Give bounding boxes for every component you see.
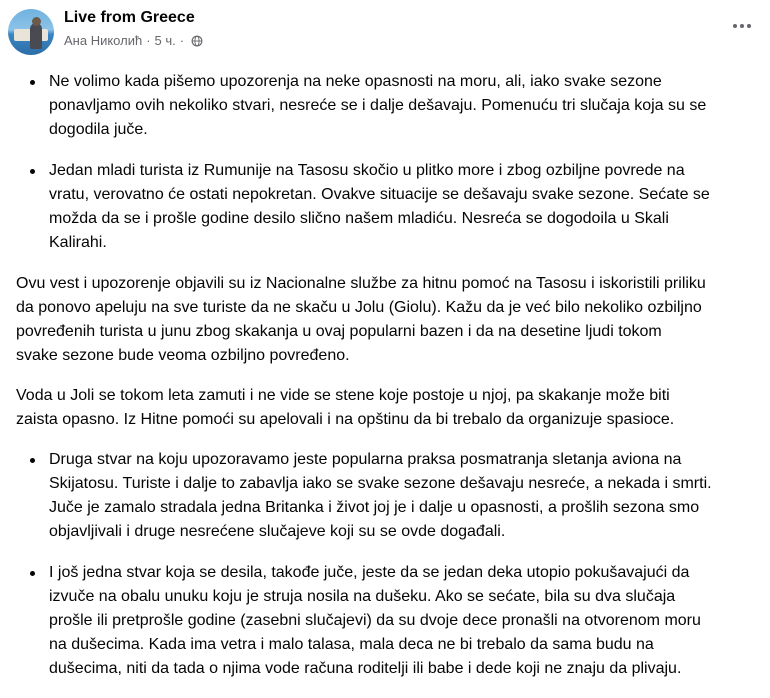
text-line: objavljivali i druge nesrećene slučajeve koji su se ovde događali. — [49, 523, 506, 540]
bullet-list-1 — [16, 70, 758, 255]
list-item — [49, 561, 758, 681]
meta-separator: · — [146, 33, 151, 48]
text-line: Voda u Joli se tokom leta zamuti i ne vide se stene koje postoje u njoj, pa skakanje može biti — [16, 387, 670, 404]
post-meta — [64, 33, 203, 48]
text-line: Ovu vest i upozorenje objavili su iz Nacionalne službe za hitnu pomoć na Tasosu i iskoristili priliku — [16, 275, 706, 292]
post-timestamp[interactable]: 5 ч. — [154, 33, 176, 48]
text-line: vratu, verovatno će ostati nepokretan. Ovakve situacije se dešavaju svake sezone. Sećate se — [49, 186, 710, 203]
paragraph — [16, 384, 758, 432]
text-line: Skijatosu. Turiste i dalje to zabavlja iako se svake sezone dešavaju nesreće, a nekada i smrti. — [49, 475, 712, 492]
text-line: I još jedna stvar koja se desila, takođe juče, jeste da se jedan deka utopio pokušavajući da — [49, 564, 690, 581]
text-line: svake sezone bude veoma ozbiljno povređeno. — [16, 347, 350, 364]
text-line: možda da se i prošle godine desilo slično našem mladiću. Nesreća se dogodoila u Skali — [49, 210, 669, 227]
paragraph — [16, 272, 758, 368]
more-options-button[interactable] — [730, 14, 754, 38]
author-name[interactable]: Ана Николић — [64, 33, 143, 48]
post-header — [8, 6, 762, 58]
more-options-icon-dot — [747, 24, 751, 28]
post-text — [16, 70, 758, 698]
text-line: da ponovo apeluju na sve turiste da ne skaču u Jolu (Giolu). Kažu da je već bilo nekoliko ozbiljno — [16, 299, 702, 316]
text-line: Ne volimo kada pišemo upozorenja na neke opasnosti na moru, ali, iako svake sezone — [49, 73, 662, 90]
text-line: ponavljamo ovih nekoliko stvari, nesreće se i dalje dešavaju. Pomenuću tri slučaja koja su se — [49, 97, 707, 114]
text-line: Kalirahi. — [49, 234, 107, 251]
text-line: dogodila juče. — [49, 121, 148, 138]
text-line: Juče je zamalo stradala jedna Britanka i život joj je i dalje u opasnosti, a prošlih sezona smo — [49, 499, 700, 516]
avatar-person — [30, 23, 42, 49]
text-line: izvuče na obalu unuku koju je struja nosila na dušeku. Ako se sećate, bila su dva slučaja — [49, 588, 676, 605]
text-line: dušecima, niti da tada o njima vode računa roditelji ili babe i dede koji ne znaju da plivaju. — [49, 660, 682, 677]
more-options-icon — [733, 24, 737, 28]
text-line: Druga stvar na koju upozoravamo jeste popularna praksa posmatranja sletanja aviona na — [49, 451, 682, 468]
text-line: zaista opasno. Iz Hitne pomoći su apelovali i na opštinu da bi trebalo da organizuje spasioce. — [16, 411, 675, 428]
text-line: na dušecima. Kada ima vetra i malo talasa, mala deca ne bi trebalo da sama budu na — [49, 636, 654, 653]
meta-separator-2: · — [179, 33, 185, 48]
list-item — [49, 70, 758, 142]
globe-icon[interactable] — [191, 35, 203, 47]
text-line: prošle ili pretprošle godine (zasebni slučajevi) da su dvoje dece pronašli na otvorenom moru — [49, 612, 701, 629]
list-item — [49, 159, 758, 255]
page-name-link[interactable]: Live from Greece — [64, 9, 195, 26]
page-avatar[interactable] — [8, 9, 54, 55]
avatar-person-head — [32, 17, 41, 26]
list-item — [49, 448, 758, 544]
bullet-list-2 — [16, 448, 758, 681]
text-line: Jedan mladi turista iz Rumunije na Tasosu skočio u plitko more i zbog ozbiljne povrede na — [49, 162, 685, 179]
text-line: povređenih turista u junu zbog skakanja u ovaj popularni bazen i da na desetine ljudi tokom — [16, 323, 662, 340]
more-options-icon-dot — [740, 24, 744, 28]
